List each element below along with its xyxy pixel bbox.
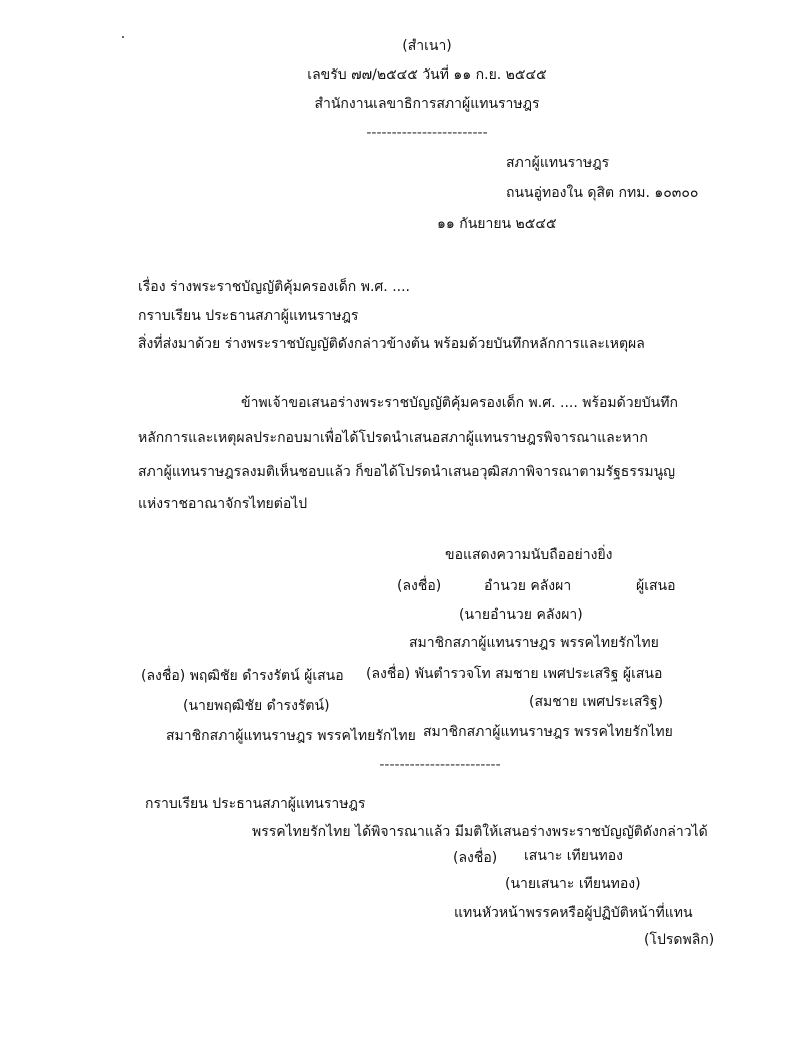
closing: ขอแสดงความนับถืออย่างยิ่ง	[445, 547, 613, 563]
right-name-paren: (สมชาย เพศประเสริฐ)	[529, 694, 664, 710]
turn-over-note: (โปรดพลิก)	[644, 932, 715, 948]
left-name-paren: (นายพฤฒิชัย ดำรงรัตน์)	[183, 698, 330, 714]
subject-line: เรื่อง ร่างพระราชบัญญัติคุ้มครองเด็ก พ.ศ. ....	[138, 279, 410, 295]
enclosure-line: สิ่งที่ส่งมาด้วย ร่างพระราชบัญญัติดังกล่าวข้างต้น พร้อมด้วยบันทึกหลักการและเหตุผล	[138, 336, 645, 352]
left-position: สมาชิกสภาผู้แทนราษฎร พรรคไทยรักไทย	[166, 728, 416, 744]
endorsement-sign-label: (ลงชื่อ)	[453, 850, 498, 866]
right-position: สมาชิกสภาผู้แทนราษฎร พรรคไทยรักไทย	[423, 724, 673, 740]
office-name: สำนักงานเลขาธิการสภาผู้แทนราษฎร	[314, 96, 540, 112]
main-sign-label: (ลงชื่อ)	[397, 578, 442, 594]
endorsement-name-paren: (นายเสนาะ เทียนทอง)	[505, 876, 641, 892]
endorsement-position: แทนหัวหน้าพรรคหรือผู้ปฏิบัติหน้าที่แทน	[454, 905, 693, 921]
copy-mark: (สำเนา)	[402, 38, 452, 54]
main-position: สมาชิกสภาผู้แทนราษฎร พรรคไทยรักไทย	[409, 635, 659, 651]
salutation: กราบเรียน ประธานสภาผู้แทนราษฎร	[138, 308, 359, 324]
body-line-3: สภาผู้แทนราษฎรลงมติเห็นชอบแล้ว ก็ขอได้โปรดนำเสนอวุฒิสภาพิจารณาตามรัฐธรรมนูญ	[138, 464, 676, 480]
letter-date: ๑๑ กันยายน ๒๕๔๕	[437, 216, 557, 232]
endorsement-sign-name: เสนาะ เทียนทอง	[524, 848, 623, 864]
speck-mark	[122, 36, 124, 38]
main-name-paren: (นายอำนวย คลังผา)	[459, 607, 583, 623]
main-sign-name: อำนวย คลังผา	[484, 578, 572, 594]
signature-separator: ------------------------	[379, 757, 501, 773]
body-line-2: หลักการและเหตุผลประกอบมาเพื่อได้โปรดนำเสนอสภาผู้แทนราษฎรพิจารณาและหาก	[138, 430, 648, 446]
endorsement-text: พรรคไทยรักไทย ได้พิจารณาแล้ว มีมติให้เสนอร่างพระราชบัญญัติดังกล่าวได้	[252, 824, 708, 840]
main-sign-role: ผู้เสนอ	[636, 578, 676, 594]
endorsement-salutation: กราบเรียน ประธานสภาผู้แทนราษฎร	[145, 796, 366, 812]
receipt-line: เลขรับ ๗๗/๒๕๔๕ วันที่ ๑๑ ก.ย. ๒๕๔๕	[307, 67, 547, 83]
left-sign-line: (ลงชื่อ) พฤฒิชัย ดำรงรัตน์ ผู้เสนอ	[141, 668, 344, 684]
body-line-1: ข้าพเจ้าขอเสนอร่างพระราชบัญญัติคุ้มครองเด็ก พ.ศ. .... พร้อมด้วยบันทึก	[241, 395, 678, 411]
address-street: ถนนอู่ทองใน ดุสิต กทม. ๑๐๓๐๐	[506, 185, 699, 201]
header-separator: ------------------------	[366, 125, 488, 141]
right-sign-line: (ลงชื่อ) พันตำรวจโท สมชาย เพศประเสริฐ ผู้เสนอ	[366, 666, 663, 682]
address-org: สภาผู้แทนราษฎร	[506, 155, 610, 171]
body-line-4: แห่งราชอาณาจักรไทยต่อไป	[138, 496, 308, 512]
